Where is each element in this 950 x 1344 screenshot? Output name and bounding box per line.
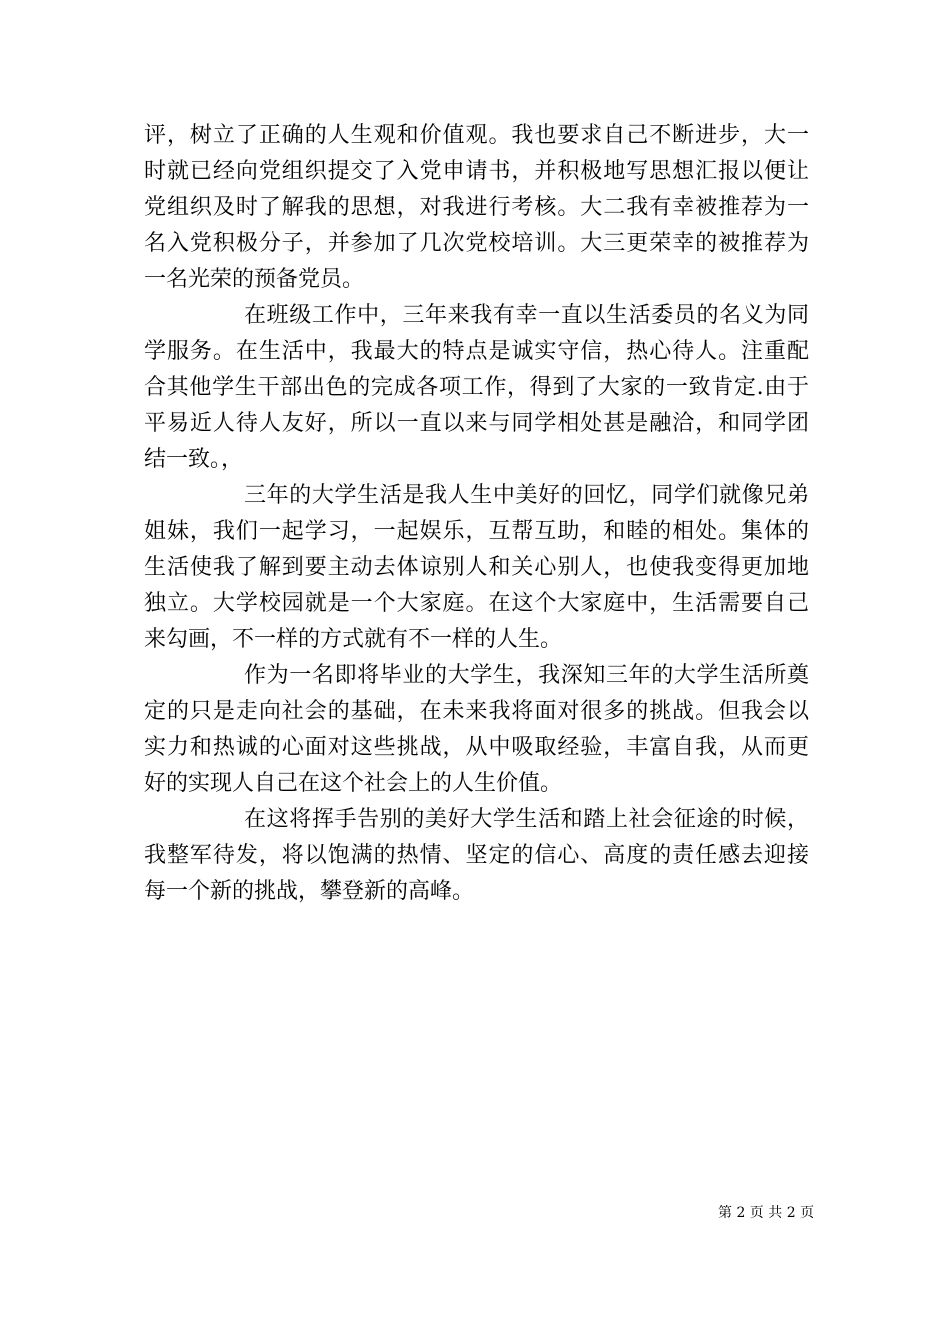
text-line: 党组织及时了解我的思想，对我进行考核。大二我有幸被推荐为一 xyxy=(144,195,809,220)
text-line: 每一个新的挑战，攀登新的高峰。 xyxy=(144,879,475,904)
text-line: 独立。大学校园就是一个大家庭。在这个大家庭中，生活需要自己 xyxy=(144,591,809,616)
text-line: 我整军待发，将以饱满的热情、坚定的信心、高度的责任感去迎接 xyxy=(144,843,809,868)
paragraph-2 xyxy=(144,298,809,478)
text-line: 名入党积极分子，并参加了几次党校培训。大三更荣幸的被推荐为 xyxy=(144,231,809,256)
text-line: 平易近人待人友好，所以一直以来与同学相处甚是融洽，和同学团 xyxy=(144,411,809,436)
text-line: 结一致。， xyxy=(144,447,244,472)
text-line: 时就已经向党组织提交了入党申请书，并积极地写思想汇报以便让 xyxy=(144,159,809,184)
document-body xyxy=(144,118,809,910)
text-line: 作为一名即将毕业的大学生，我深知三年的大学生活所奠 xyxy=(244,663,809,688)
text-line: 定的只是走向社会的基础，在未来我将面对很多的挑战。但我会以 xyxy=(144,699,809,724)
text-line: 在班级工作中，三年来我有幸一直以生活委员的名义为同 xyxy=(244,303,809,328)
text-line: 学服务。在生活中，我最大的特点是诚实守信，热心待人。注重配 xyxy=(144,339,809,364)
text-line: 评，树立了正确的人生观和价值观。我也要求自己不断进步，大一 xyxy=(144,123,809,148)
paragraph-1 xyxy=(144,118,809,298)
text-line: 三年的大学生活是我人生中美好的回忆，同学们就像兄弟 xyxy=(244,483,809,508)
text-line: 姐妹，我们一起学习，一起娱乐，互帮互助，和睦的相处。集体的 xyxy=(144,519,809,544)
text-line: 实力和热诚的心面对这些挑战，从中吸取经验，丰富自我，从而更 xyxy=(144,735,809,760)
text-line: 来勾画，不一样的方式就有不一样的人生。 xyxy=(144,627,563,652)
page-number-footer: 第 2 页 共 2 页 xyxy=(718,1205,815,1221)
text-line: 好的实现人自己在这个社会上的人生价值。 xyxy=(144,771,563,796)
text-line: 合其他学生干部出色的完成各项工作，得到了大家的一致肯定.由于 xyxy=(144,375,809,400)
text-line: 在这将挥手告别的美好大学生活和踏上社会征途的时候， xyxy=(244,807,809,832)
paragraph-3 xyxy=(144,478,809,658)
text-line: 一名光荣的预备党员。 xyxy=(144,267,365,292)
text-line: 生活使我了解到要主动去体谅别人和关心别人，也使我变得更加地 xyxy=(144,555,809,580)
paragraph-4 xyxy=(144,658,809,802)
paragraph-5 xyxy=(144,802,809,910)
